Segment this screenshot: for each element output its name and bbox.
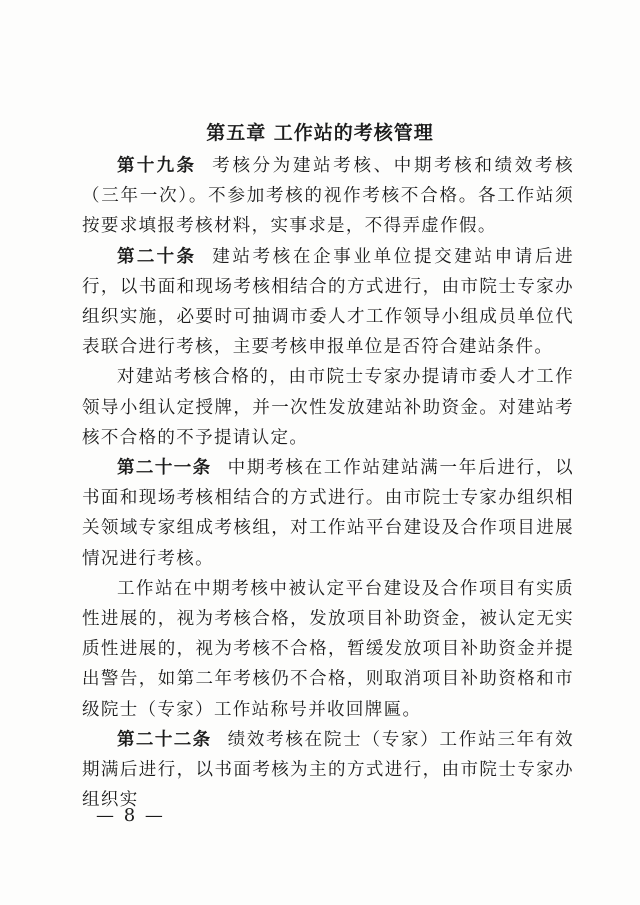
paragraph-article-20-cont	[82, 362, 574, 453]
paragraph-article-22	[82, 725, 574, 816]
article-number: 第二十二条	[117, 729, 212, 750]
paragraph-article-19	[82, 151, 574, 242]
paragraph-text: 绩效考核在院士（专家）工作站三年有效期满后进行，以书面考核为主的方式进行，由市院士专家办组织实	[82, 729, 574, 811]
article-number: 第二十一条	[117, 458, 212, 479]
paragraph-text: 中期考核在工作站建站满一年后进行，以书面和现场考核相结合的方式进行。由市院士专家办组织相关领域专家组成考核组，对工作站平台建设及合作项目进展情况进行考核。	[82, 458, 574, 569]
page-number: — 8 —	[96, 805, 165, 826]
chapter-title: 第五章 工作站的考核管理	[206, 122, 434, 144]
paragraph-text: 工作站在中期考核中被认定平台建设及合作项目有实质性进展的，视为考核合格，发放项目补助资金，被认定无实质性进展的，视为考核不合格，暂缓发放项目补助资金并提出警告，如第二年考核仍不合格，则取消项目补助资格和市级院士（专家）工作站称号并收回牌匾。	[82, 578, 574, 720]
article-number: 第十九条	[117, 156, 197, 176]
article-number: 第二十条	[117, 246, 197, 267]
paragraph-text: 考核分为建站考核、中期考核和绩效考核（三年一次）。不参加考核的视作考核不合格。各工作站须按要求填报考核材料，实事求是，不得弄虚作假。	[82, 156, 574, 237]
paragraph-article-20	[82, 242, 574, 363]
body-text	[82, 151, 574, 815]
paragraph-article-21	[82, 453, 574, 574]
paragraph-text: 建站考核在企事业单位提交建站申请后进行，以书面和现场考核相结合的方式进行，由市院士专家办组织实施，必要时可抽调市委人才工作领导小组成员单位代表联合进行考核，主要考核申报单位是否符合建站条件。	[82, 246, 574, 358]
paragraph-text: 对建站考核合格的，由市院士专家办提请市委人才工作领导小组认定授牌，并一次性发放建站补助资金。对建站考核不合格的不予提请认定。	[82, 367, 574, 448]
paragraph-article-21-cont	[82, 574, 574, 725]
